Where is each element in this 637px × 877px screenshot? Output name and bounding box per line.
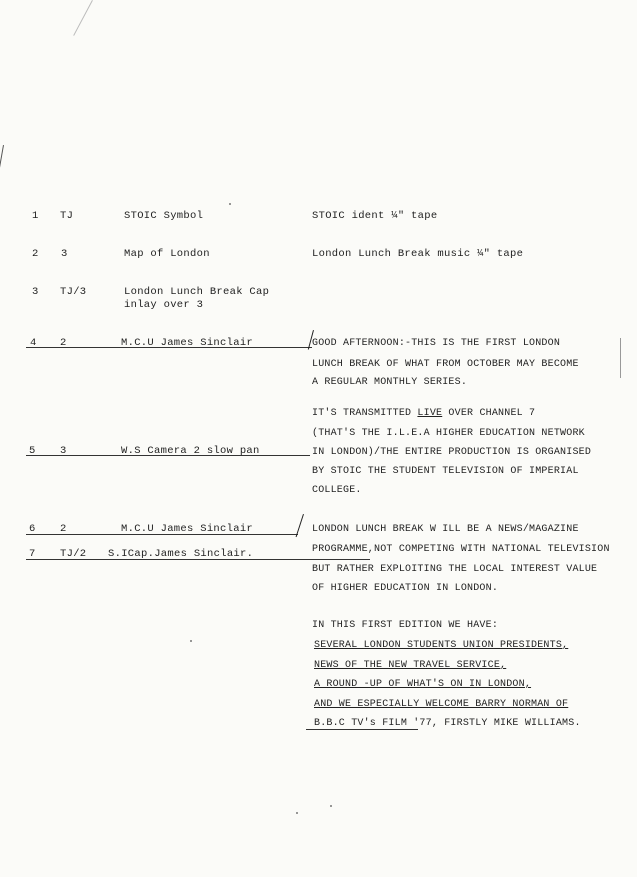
row-4-source: 2 bbox=[60, 337, 67, 349]
script-line: LUNCH BREAK OF WHAT FROM OCTOBER MAY BECOME bbox=[312, 359, 579, 370]
row-3-description: London Lunch Break Cap bbox=[124, 286, 270, 298]
row-7-description: S.ICap.James Sinclair. bbox=[108, 548, 254, 560]
row-7-number: 7 bbox=[29, 548, 36, 560]
script-line: GOOD AFTERNOON:-THIS IS THE FIRST LONDON bbox=[312, 338, 561, 349]
row-6-cue-slash bbox=[296, 514, 304, 537]
script-line: (THAT'S THE I.L.E.A HIGHER EDUCATION NETWORK bbox=[312, 428, 585, 439]
row-5-number: 5 bbox=[29, 445, 36, 457]
speck bbox=[229, 203, 231, 205]
script-line: OF HIGHER EDUCATION IN LONDON. bbox=[312, 583, 499, 594]
row-7-cue-line bbox=[26, 559, 370, 560]
row-4-cue-line bbox=[26, 347, 312, 348]
script-line: BUT RATHER EXPLOITING THE LOCAL INTEREST VALUE bbox=[312, 564, 598, 575]
script-line: COLLEGE. bbox=[312, 485, 362, 496]
row-3-description-2: inlay over 3 bbox=[124, 299, 204, 311]
scan-mark-left bbox=[0, 145, 4, 185]
speck bbox=[330, 805, 332, 807]
row-1-source: TJ bbox=[60, 210, 74, 222]
script-line: BY STOIC THE STUDENT TELEVISION OF IMPERIAL bbox=[312, 466, 579, 477]
script-line bbox=[312, 407, 535, 420]
script-line: A ROUND -UP OF WHAT'S ON IN LONDON, bbox=[314, 679, 532, 690]
speck bbox=[190, 640, 192, 642]
row-5-cue-line bbox=[26, 455, 310, 456]
row-2-number: 2 bbox=[32, 248, 39, 260]
row-6-description: M.C.U James Sinclair bbox=[121, 523, 254, 535]
script-fragment: IT'S TRANSMITTED bbox=[312, 408, 418, 419]
scan-mark-top bbox=[73, 0, 93, 36]
script-line: NEWS OF THE NEW TRAVEL SERVICE, bbox=[314, 660, 507, 671]
row-1-audio: STOIC ident ¼" tape bbox=[312, 210, 438, 222]
row-3-source: TJ/3 bbox=[60, 286, 87, 298]
row-1-description: STOIC Symbol bbox=[124, 210, 204, 222]
row-5-description: W.S Camera 2 slow pan bbox=[121, 445, 260, 457]
script-line: B.B.C TV's FILM '77, FIRSTLY MIKE WILLIAMS. bbox=[314, 718, 581, 729]
script-line: IN THIS FIRST EDITION WE HAVE: bbox=[312, 620, 499, 631]
live-emphasis: LIVE bbox=[417, 408, 443, 419]
row-6-source: 2 bbox=[60, 523, 67, 535]
row-5-source: 3 bbox=[60, 445, 67, 457]
margin-mark-right bbox=[620, 338, 621, 378]
row-2-audio: London Lunch Break music ¼" tape bbox=[312, 248, 524, 260]
script-line: IN LONDON)/THE ENTIRE PRODUCTION IS ORGANISED bbox=[312, 447, 592, 458]
row-6-cue-line bbox=[26, 534, 298, 535]
row-4-description: M.C.U James Sinclair bbox=[121, 337, 254, 349]
row-6-number: 6 bbox=[29, 523, 36, 535]
row-1-number: 1 bbox=[32, 210, 39, 222]
script-line: A REGULAR MONTHLY SERIES. bbox=[312, 377, 468, 388]
script-line: PROGRAMME,NOT COMPETING WITH NATIONAL TELEVISION bbox=[312, 544, 610, 555]
script-line: SEVERAL LONDON STUDENTS UNION PRESIDENTS, bbox=[314, 640, 569, 651]
final-underline bbox=[306, 729, 418, 730]
speck bbox=[296, 812, 298, 814]
row-3-number: 3 bbox=[32, 286, 39, 298]
row-4-number: 4 bbox=[30, 337, 37, 349]
row-2-description: Map of London bbox=[124, 248, 210, 260]
script-line: AND WE ESPECIALLY WELCOME BARRY NORMAN OF bbox=[314, 699, 569, 710]
row-2-source: 3 bbox=[61, 248, 68, 260]
script-fragment: OVER CHANNEL 7 bbox=[442, 408, 536, 419]
script-line: LONDON LUNCH BREAK W ILL BE A NEWS/MAGAZINE bbox=[312, 524, 579, 535]
row-7-source: TJ/2 bbox=[60, 548, 87, 560]
